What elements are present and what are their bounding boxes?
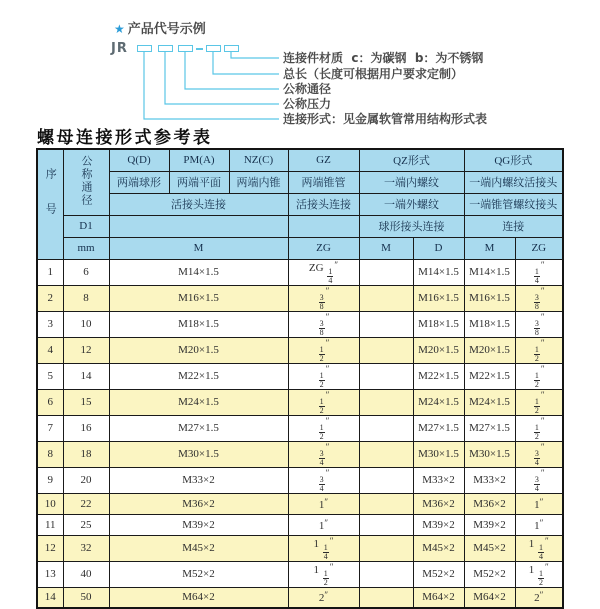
- table-cell: 5: [37, 363, 63, 389]
- reference-table: [36, 148, 564, 609]
- table-row: [37, 337, 563, 363]
- table-cell: 1 $\frac{1}{2}$ ″: [515, 561, 563, 587]
- table-cell: M14×1.5: [464, 259, 515, 285]
- table-cell: 12: [63, 337, 109, 363]
- table-row: [37, 467, 563, 493]
- table-cell: M24×1.5: [109, 389, 288, 415]
- table-cell: 1: [37, 259, 63, 285]
- header-sub-qz: 一端内螺纹: [359, 171, 464, 193]
- header-code-gz: GZ: [288, 149, 359, 171]
- table-cell: 22: [63, 493, 109, 514]
- header-code-nz: NZ(C): [229, 149, 288, 171]
- diagram-label-connection: 连接形式：见金属软管常用结构形式表: [283, 112, 488, 126]
- header-row3-gz: 活接头连接: [288, 193, 359, 215]
- table-cell: M36×2: [464, 493, 515, 514]
- table-cell: 6: [63, 259, 109, 285]
- table-cell: [359, 514, 413, 535]
- table-cell: $\frac{1}{4}$ ″: [515, 259, 563, 285]
- header-row4-qg: 连接: [464, 215, 563, 237]
- header-seq: 序号: [37, 149, 63, 259]
- table-cell: 16: [63, 415, 109, 441]
- table-row: [37, 311, 563, 337]
- header-unit-qz-d: D: [413, 237, 464, 259]
- table-cell: 20: [63, 467, 109, 493]
- header-dn: 公称通径: [63, 149, 109, 215]
- table-cell: M64×2: [464, 587, 515, 608]
- table-cell: $\frac{3}{8}$ ″: [288, 311, 359, 337]
- table-cell: 12: [37, 535, 63, 561]
- table-cell: M30×1.5: [413, 441, 464, 467]
- table-cell: $\frac{3}{4}$ ″: [515, 467, 563, 493]
- table-cell: $\frac{1}{2}$ ″: [515, 363, 563, 389]
- table-cell: M27×1.5: [413, 415, 464, 441]
- table-cell: M24×1.5: [464, 389, 515, 415]
- table-cell: M24×1.5: [413, 389, 464, 415]
- table-row: [37, 415, 563, 441]
- table-cell: ZG $\frac{1}{4}$ ″: [288, 259, 359, 285]
- table-cell: 8: [37, 441, 63, 467]
- table-cell: [359, 493, 413, 514]
- header-code-pm: PM(A): [169, 149, 229, 171]
- table-cell: M22×1.5: [464, 363, 515, 389]
- header-row3-qg: 一端锥管螺纹接头: [464, 193, 563, 215]
- table-cell: M14×1.5: [109, 259, 288, 285]
- table-cell: M30×1.5: [109, 441, 288, 467]
- header-row3-qz: 一端外螺纹: [359, 193, 464, 215]
- table-cell: $\frac{1}{2}$ ″: [288, 415, 359, 441]
- table-cell: M16×1.5: [413, 285, 464, 311]
- table-cell: M14×1.5: [413, 259, 464, 285]
- table-cell: $\frac{1}{2}$ ″: [288, 337, 359, 363]
- header-unit-qg-zg: ZG: [515, 237, 563, 259]
- table-row: [37, 493, 563, 514]
- table-cell: M20×1.5: [464, 337, 515, 363]
- table-cell: 1″: [288, 514, 359, 535]
- table-cell: M22×1.5: [413, 363, 464, 389]
- header-d1: D1: [63, 215, 109, 237]
- table-cell: M27×1.5: [109, 415, 288, 441]
- header-code-q: Q(D): [109, 149, 169, 171]
- table-cell: 1″: [288, 493, 359, 514]
- header-unit-gz-zg: ZG: [288, 237, 359, 259]
- header-sub-nz: 两端内锥: [229, 171, 288, 193]
- table-row: [37, 389, 563, 415]
- table-cell: $\frac{1}{2}$ ″: [288, 389, 359, 415]
- header-mm: mm: [63, 237, 109, 259]
- header-unit-m: M: [109, 237, 288, 259]
- table-row: [37, 285, 563, 311]
- table-cell: 14: [63, 363, 109, 389]
- table-row: [37, 514, 563, 535]
- header-sub-pm: 两端平面: [169, 171, 229, 193]
- table-cell: [359, 441, 413, 467]
- table-cell: M16×1.5: [109, 285, 288, 311]
- table-cell: 10: [37, 493, 63, 514]
- table-cell: 25: [63, 514, 109, 535]
- table-cell: M64×2: [413, 587, 464, 608]
- table-cell: [359, 337, 413, 363]
- table-cell: M18×1.5: [413, 311, 464, 337]
- table-cell: 8: [63, 285, 109, 311]
- table-cell: M30×1.5: [464, 441, 515, 467]
- table-cell: [359, 259, 413, 285]
- table-body: [37, 259, 563, 608]
- table-cell: 3: [37, 311, 63, 337]
- table-cell: 32: [63, 535, 109, 561]
- diagram-heading-text: 产品代号示例: [127, 22, 206, 37]
- table-cell: M36×2: [109, 493, 288, 514]
- table-row: [37, 363, 563, 389]
- table-cell: 4: [37, 337, 63, 363]
- header-row3-left: 活接头连接: [109, 193, 288, 215]
- table-cell: M45×2: [413, 535, 464, 561]
- table-row: [37, 561, 563, 587]
- header-sub-qg: 一端内螺纹活接头: [464, 171, 563, 193]
- table-cell: $\frac{3}{4}$ ″: [288, 441, 359, 467]
- table-cell: 7: [37, 415, 63, 441]
- code-prefix: JR: [111, 41, 128, 56]
- header-sub-q: 两端球形: [109, 171, 169, 193]
- table-cell: 1 $\frac{1}{4}$ ″: [288, 535, 359, 561]
- table-cell: M64×2: [109, 587, 288, 608]
- table-cell: [359, 467, 413, 493]
- table-cell: M45×2: [464, 535, 515, 561]
- table-cell: M27×1.5: [464, 415, 515, 441]
- table-cell: M52×2: [109, 561, 288, 587]
- header-code-qg: QG形式: [464, 149, 563, 171]
- table-row: [37, 259, 563, 285]
- table-cell: 40: [63, 561, 109, 587]
- table-cell: $\frac{3}{8}$ ″: [288, 285, 359, 311]
- table-cell: [359, 285, 413, 311]
- table-cell: 11: [37, 514, 63, 535]
- table-cell: [359, 561, 413, 587]
- table-cell: M52×2: [413, 561, 464, 587]
- table-cell: 18: [63, 441, 109, 467]
- table-row: [37, 587, 563, 608]
- diagram-label-diameter: 公称通径: [283, 82, 332, 96]
- table-header: [37, 149, 563, 259]
- table-cell: $\frac{1}{2}$ ″: [288, 363, 359, 389]
- table-cell: M20×1.5: [413, 337, 464, 363]
- table-cell: 2: [37, 285, 63, 311]
- table-cell: 6: [37, 389, 63, 415]
- table-cell: M22×1.5: [109, 363, 288, 389]
- star-icon: ★: [114, 22, 125, 36]
- table-cell: $\frac{1}{2}$ ″: [515, 415, 563, 441]
- table-cell: 2″: [288, 587, 359, 608]
- table-cell: 13: [37, 561, 63, 587]
- table-cell: [359, 535, 413, 561]
- table-cell: $\frac{1}{2}$ ″: [515, 389, 563, 415]
- table-cell: $\frac{3}{4}$ ″: [288, 467, 359, 493]
- header-sub-gz: 两端锥管: [288, 171, 359, 193]
- table-cell: [359, 415, 413, 441]
- table-cell: $\frac{3}{8}$ ″: [515, 285, 563, 311]
- table-cell: $\frac{3}{4}$ ″: [515, 441, 563, 467]
- table-cell: [359, 389, 413, 415]
- diagram-label-pressure: 公称压力: [283, 97, 332, 111]
- table-cell: M39×2: [413, 514, 464, 535]
- table-cell: $\frac{3}{8}$ ″: [515, 311, 563, 337]
- table-cell: $\frac{1}{2}$ ″: [515, 337, 563, 363]
- table-cell: M52×2: [464, 561, 515, 587]
- table-cell: M33×2: [464, 467, 515, 493]
- table-title: 螺母连接形式参考表: [37, 128, 213, 148]
- table-cell: [359, 587, 413, 608]
- table-cell: 1 $\frac{1}{4}$ ″: [515, 535, 563, 561]
- empty-cell: [288, 215, 359, 237]
- table-cell: M45×2: [109, 535, 288, 561]
- diagram-label-length: 总长（长度可根据用户要求定制）: [283, 67, 464, 81]
- table-cell: M16×1.5: [464, 285, 515, 311]
- header-code-qz: QZ形式: [359, 149, 464, 171]
- table-cell: M39×2: [109, 514, 288, 535]
- table-cell: 15: [63, 389, 109, 415]
- header-unit-qz-m: M: [359, 237, 413, 259]
- table-cell: 1″: [515, 514, 563, 535]
- table-cell: M33×2: [109, 467, 288, 493]
- table-cell: 10: [63, 311, 109, 337]
- table-cell: 9: [37, 467, 63, 493]
- table-cell: 14: [37, 587, 63, 608]
- header-row4-qz: 球形接头连接: [359, 215, 464, 237]
- table-cell: M18×1.5: [464, 311, 515, 337]
- table-cell: M18×1.5: [109, 311, 288, 337]
- header-unit-qg-m: M: [464, 237, 515, 259]
- table-cell: M36×2: [413, 493, 464, 514]
- empty-cell: [109, 215, 288, 237]
- table-cell: 1″: [515, 493, 563, 514]
- table-row: [37, 441, 563, 467]
- table-cell: M39×2: [464, 514, 515, 535]
- table-cell: [359, 363, 413, 389]
- table-cell: 50: [63, 587, 109, 608]
- table-cell: [359, 311, 413, 337]
- table-cell: 1 $\frac{1}{2}$ ″: [288, 561, 359, 587]
- table-cell: 2″: [515, 587, 563, 608]
- diagram-label-material: 连接件材质 c：为碳钢 b：为不锈钢: [283, 51, 484, 65]
- table-cell: M20×1.5: [109, 337, 288, 363]
- table-row: [37, 535, 563, 561]
- table-cell: M33×2: [413, 467, 464, 493]
